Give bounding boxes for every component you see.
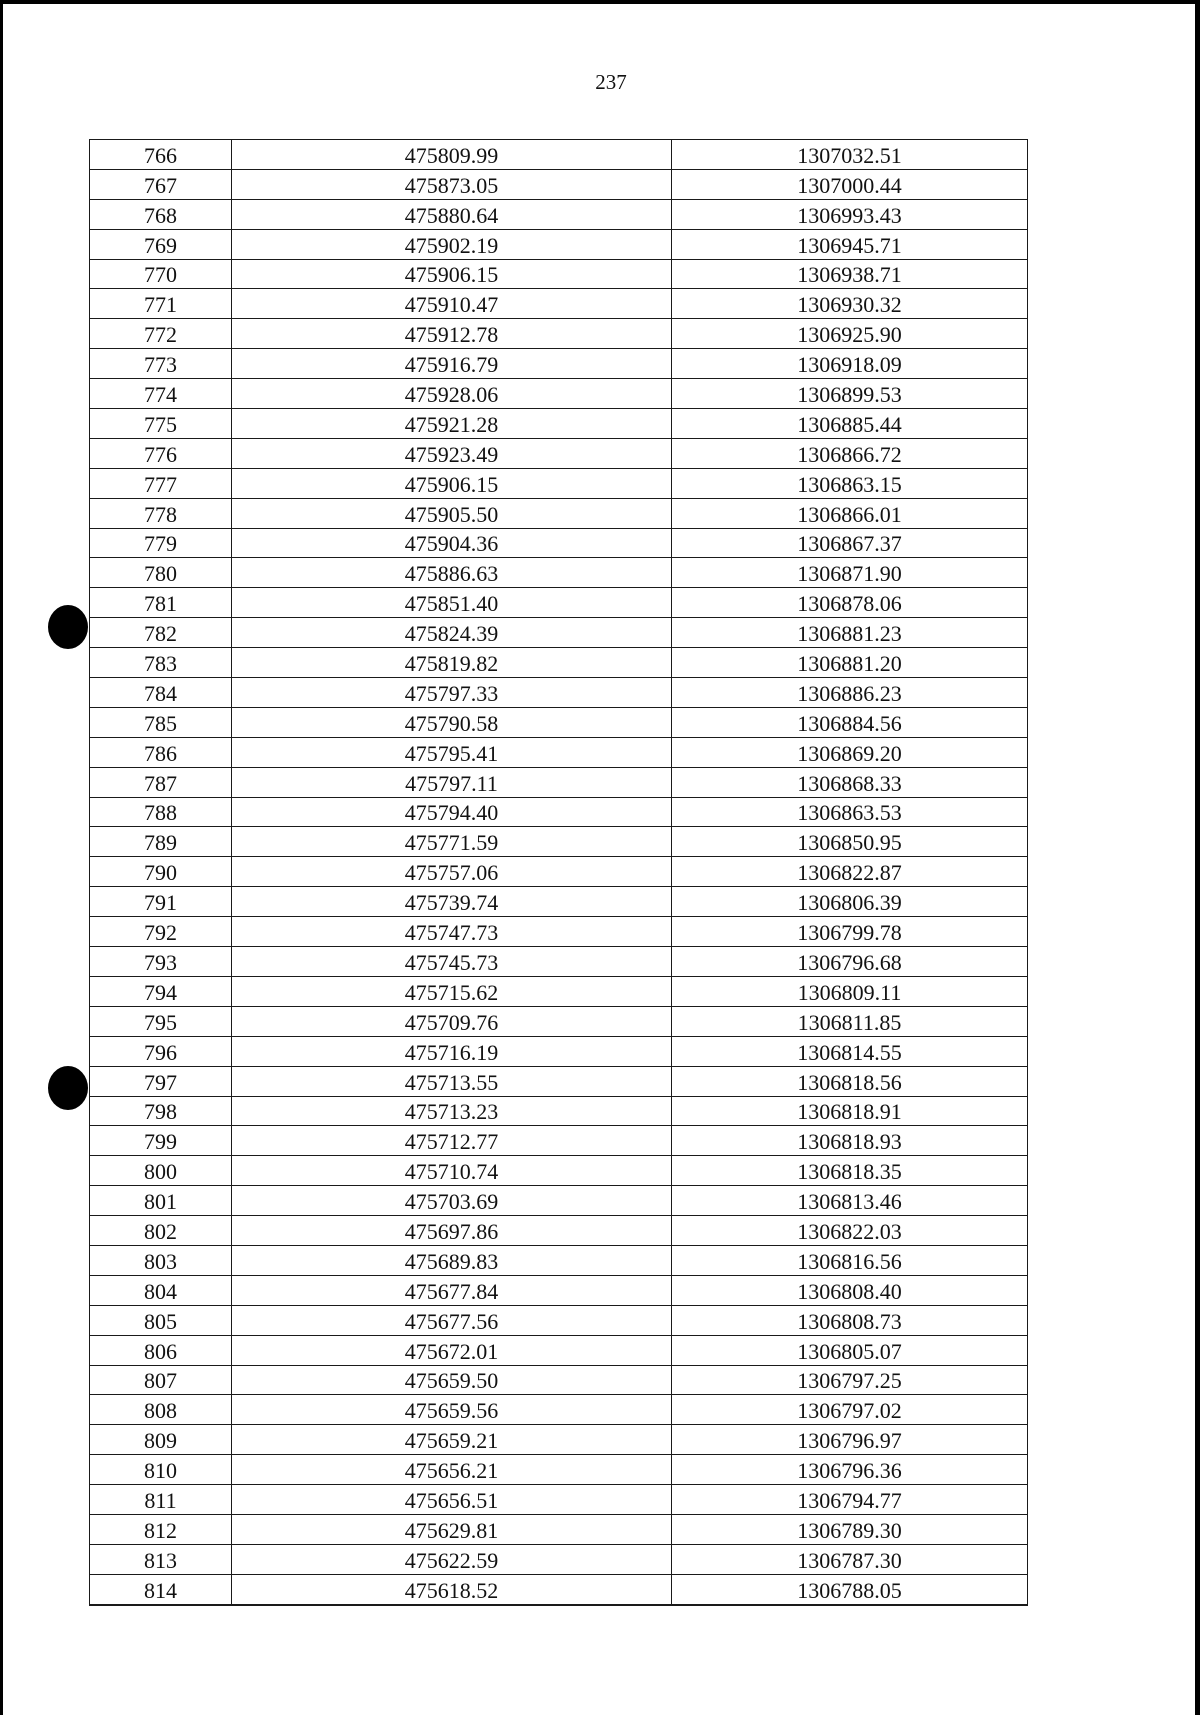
- y-coordinate-cell: 1306918.09: [672, 349, 1028, 379]
- y-coordinate-cell: 1306808.40: [672, 1275, 1028, 1305]
- x-coordinate-cell: 475904.36: [232, 528, 672, 558]
- x-coordinate-cell: 475886.63: [232, 558, 672, 588]
- y-coordinate-cell: 1306799.78: [672, 917, 1028, 947]
- y-coordinate-cell: 1306818.56: [672, 1066, 1028, 1096]
- table-row: [90, 1126, 1028, 1156]
- page-number: 237: [595, 70, 627, 94]
- x-coordinate-cell: 475656.51: [232, 1485, 672, 1515]
- point-number-cell: 790: [90, 857, 232, 887]
- table-row: [90, 259, 1028, 289]
- table-row: [90, 498, 1028, 528]
- table-row: [90, 1275, 1028, 1305]
- point-number-cell: 772: [90, 319, 232, 349]
- table-row: [90, 528, 1028, 558]
- y-coordinate-cell: 1306878.06: [672, 588, 1028, 618]
- table-row: [90, 618, 1028, 648]
- table-row: [90, 947, 1028, 977]
- table-row: [90, 558, 1028, 588]
- x-coordinate-cell: 475873.05: [232, 169, 672, 199]
- table-row: [90, 1425, 1028, 1455]
- point-number-cell: 807: [90, 1365, 232, 1395]
- punch-hole-bottom: [48, 1066, 88, 1110]
- y-coordinate-cell: 1306930.32: [672, 289, 1028, 319]
- y-coordinate-cell: 1306868.33: [672, 767, 1028, 797]
- x-coordinate-cell: 475790.58: [232, 707, 672, 737]
- x-coordinate-cell: 475659.50: [232, 1365, 672, 1395]
- table-row: [90, 1395, 1028, 1425]
- coordinates-table-body: [90, 140, 1028, 1605]
- x-coordinate-cell: 475928.06: [232, 379, 672, 409]
- point-number-cell: 780: [90, 558, 232, 588]
- point-number-cell: 814: [90, 1574, 232, 1604]
- x-coordinate-cell: 475656.21: [232, 1455, 672, 1485]
- point-number-cell: 791: [90, 887, 232, 917]
- point-number-cell: 797: [90, 1066, 232, 1096]
- x-coordinate-cell: 475797.11: [232, 767, 672, 797]
- x-coordinate-cell: 475905.50: [232, 498, 672, 528]
- table-row: [90, 1305, 1028, 1335]
- y-coordinate-cell: 1306818.93: [672, 1126, 1028, 1156]
- x-coordinate-cell: 475618.52: [232, 1574, 672, 1604]
- y-coordinate-cell: 1306886.23: [672, 678, 1028, 708]
- point-number-cell: 782: [90, 618, 232, 648]
- y-coordinate-cell: 1306818.35: [672, 1156, 1028, 1186]
- point-number-cell: 785: [90, 707, 232, 737]
- y-coordinate-cell: 1306794.77: [672, 1485, 1028, 1515]
- point-number-cell: 776: [90, 438, 232, 468]
- y-coordinate-cell: 1306863.15: [672, 468, 1028, 498]
- x-coordinate-cell: 475851.40: [232, 588, 672, 618]
- x-coordinate-cell: 475672.01: [232, 1335, 672, 1365]
- x-coordinate-cell: 475689.83: [232, 1245, 672, 1275]
- point-number-cell: 771: [90, 289, 232, 319]
- y-coordinate-cell: 1306945.71: [672, 229, 1028, 259]
- point-number-cell: 801: [90, 1186, 232, 1216]
- table-row: [90, 409, 1028, 439]
- x-coordinate-cell: 475739.74: [232, 887, 672, 917]
- x-coordinate-cell: 475880.64: [232, 199, 672, 229]
- x-coordinate-cell: 475921.28: [232, 409, 672, 439]
- x-coordinate-cell: 475902.19: [232, 229, 672, 259]
- table-row: [90, 169, 1028, 199]
- y-coordinate-cell: 1306809.11: [672, 976, 1028, 1006]
- x-coordinate-cell: 475629.81: [232, 1514, 672, 1544]
- y-coordinate-cell: 1306789.30: [672, 1514, 1028, 1544]
- point-number-cell: 802: [90, 1216, 232, 1246]
- table-row: [90, 1036, 1028, 1066]
- point-number-cell: 781: [90, 588, 232, 618]
- y-coordinate-cell: 1306806.39: [672, 887, 1028, 917]
- x-coordinate-cell: 475713.23: [232, 1096, 672, 1126]
- table-row: [90, 1455, 1028, 1485]
- x-coordinate-cell: 475824.39: [232, 618, 672, 648]
- y-coordinate-cell: 1306885.44: [672, 409, 1028, 439]
- point-number-cell: 789: [90, 827, 232, 857]
- x-coordinate-cell: 475912.78: [232, 319, 672, 349]
- table-row: [90, 199, 1028, 229]
- point-number-cell: 805: [90, 1305, 232, 1335]
- table-row: [90, 289, 1028, 319]
- table-row: [90, 797, 1028, 827]
- point-number-cell: 795: [90, 1006, 232, 1036]
- table-row: [90, 707, 1028, 737]
- point-number-cell: 798: [90, 1096, 232, 1126]
- y-coordinate-cell: 1306797.25: [672, 1365, 1028, 1395]
- y-coordinate-cell: 1306869.20: [672, 737, 1028, 767]
- table-row: [90, 678, 1028, 708]
- x-coordinate-cell: 475713.55: [232, 1066, 672, 1096]
- point-number-cell: 775: [90, 409, 232, 439]
- x-coordinate-cell: 475910.47: [232, 289, 672, 319]
- table-row: [90, 1066, 1028, 1096]
- x-coordinate-cell: 475716.19: [232, 1036, 672, 1066]
- table-row: [90, 438, 1028, 468]
- x-coordinate-cell: 475794.40: [232, 797, 672, 827]
- y-coordinate-cell: 1306796.68: [672, 947, 1028, 977]
- y-coordinate-cell: 1306808.73: [672, 1305, 1028, 1335]
- y-coordinate-cell: 1306881.23: [672, 618, 1028, 648]
- table-row: [90, 976, 1028, 1006]
- table-row: [90, 857, 1028, 887]
- table-row: [90, 1544, 1028, 1574]
- point-number-cell: 810: [90, 1455, 232, 1485]
- punch-hole-top: [48, 605, 88, 649]
- y-coordinate-cell: 1306797.02: [672, 1395, 1028, 1425]
- scan-border-left: [0, 0, 3, 1715]
- point-number-cell: 794: [90, 976, 232, 1006]
- point-number-cell: 812: [90, 1514, 232, 1544]
- point-number-cell: 813: [90, 1544, 232, 1574]
- point-number-cell: 803: [90, 1245, 232, 1275]
- x-coordinate-cell: 475709.76: [232, 1006, 672, 1036]
- table-row: [90, 917, 1028, 947]
- x-coordinate-cell: 475819.82: [232, 648, 672, 678]
- y-coordinate-cell: 1306850.95: [672, 827, 1028, 857]
- y-coordinate-cell: 1306787.30: [672, 1544, 1028, 1574]
- x-coordinate-cell: 475906.15: [232, 259, 672, 289]
- table-row: [90, 1245, 1028, 1275]
- point-number-cell: 773: [90, 349, 232, 379]
- point-number-cell: 768: [90, 199, 232, 229]
- point-number-cell: 767: [90, 169, 232, 199]
- y-coordinate-cell: 1306814.55: [672, 1036, 1028, 1066]
- x-coordinate-cell: 475703.69: [232, 1186, 672, 1216]
- x-coordinate-cell: 475797.33: [232, 678, 672, 708]
- point-number-cell: 783: [90, 648, 232, 678]
- table-row: [90, 827, 1028, 857]
- point-number-cell: 787: [90, 767, 232, 797]
- point-number-cell: 769: [90, 229, 232, 259]
- x-coordinate-cell: 475916.79: [232, 349, 672, 379]
- y-coordinate-cell: 1306925.90: [672, 319, 1028, 349]
- scan-border-top: [0, 0, 1200, 4]
- table-row: [90, 1006, 1028, 1036]
- point-number-cell: 779: [90, 528, 232, 558]
- y-coordinate-cell: 1306811.85: [672, 1006, 1028, 1036]
- y-coordinate-cell: 1306796.97: [672, 1425, 1028, 1455]
- point-number-cell: 799: [90, 1126, 232, 1156]
- x-coordinate-cell: 475745.73: [232, 947, 672, 977]
- y-coordinate-cell: 1307032.51: [672, 140, 1028, 170]
- table-row: [90, 1335, 1028, 1365]
- table-row: [90, 319, 1028, 349]
- y-coordinate-cell: 1306805.07: [672, 1335, 1028, 1365]
- point-number-cell: 793: [90, 947, 232, 977]
- y-coordinate-cell: 1306866.01: [672, 498, 1028, 528]
- y-coordinate-cell: 1306796.36: [672, 1455, 1028, 1485]
- x-coordinate-cell: 475697.86: [232, 1216, 672, 1246]
- table-row: [90, 648, 1028, 678]
- table-row: [90, 1485, 1028, 1515]
- table-row: [90, 379, 1028, 409]
- y-coordinate-cell: 1306867.37: [672, 528, 1028, 558]
- point-number-cell: 808: [90, 1395, 232, 1425]
- y-coordinate-cell: 1306993.43: [672, 199, 1028, 229]
- point-number-cell: 766: [90, 140, 232, 170]
- point-number-cell: 784: [90, 678, 232, 708]
- y-coordinate-cell: 1306871.90: [672, 558, 1028, 588]
- y-coordinate-cell: 1306863.53: [672, 797, 1028, 827]
- table-row: [90, 349, 1028, 379]
- x-coordinate-cell: 475659.56: [232, 1395, 672, 1425]
- table-row: [90, 140, 1028, 170]
- table-row: [90, 468, 1028, 498]
- x-coordinate-cell: 475747.73: [232, 917, 672, 947]
- point-number-cell: 806: [90, 1335, 232, 1365]
- table-row: [90, 1365, 1028, 1395]
- table-row: [90, 1156, 1028, 1186]
- point-number-cell: 800: [90, 1156, 232, 1186]
- x-coordinate-cell: 475795.41: [232, 737, 672, 767]
- point-number-cell: 811: [90, 1485, 232, 1515]
- x-coordinate-cell: 475906.15: [232, 468, 672, 498]
- table-row: [90, 229, 1028, 259]
- table-row: [90, 1574, 1028, 1604]
- x-coordinate-cell: 475809.99: [232, 140, 672, 170]
- y-coordinate-cell: 1307000.44: [672, 169, 1028, 199]
- point-number-cell: 778: [90, 498, 232, 528]
- point-number-cell: 792: [90, 917, 232, 947]
- point-number-cell: 796: [90, 1036, 232, 1066]
- table-row: [90, 1096, 1028, 1126]
- table-row: [90, 887, 1028, 917]
- y-coordinate-cell: 1306813.46: [672, 1186, 1028, 1216]
- y-coordinate-cell: 1306899.53: [672, 379, 1028, 409]
- coordinates-table: [89, 139, 1028, 1606]
- point-number-cell: 770: [90, 259, 232, 289]
- table-row: [90, 588, 1028, 618]
- x-coordinate-cell: 475677.56: [232, 1305, 672, 1335]
- table-row: [90, 767, 1028, 797]
- y-coordinate-cell: 1306938.71: [672, 259, 1028, 289]
- x-coordinate-cell: 475712.77: [232, 1126, 672, 1156]
- scan-border-right: [1195, 0, 1200, 1715]
- x-coordinate-cell: 475710.74: [232, 1156, 672, 1186]
- table-row: [90, 1216, 1028, 1246]
- x-coordinate-cell: 475659.21: [232, 1425, 672, 1455]
- point-number-cell: 786: [90, 737, 232, 767]
- point-number-cell: 774: [90, 379, 232, 409]
- y-coordinate-cell: 1306816.56: [672, 1245, 1028, 1275]
- point-number-cell: 788: [90, 797, 232, 827]
- x-coordinate-cell: 475622.59: [232, 1544, 672, 1574]
- x-coordinate-cell: 475923.49: [232, 438, 672, 468]
- x-coordinate-cell: 475771.59: [232, 827, 672, 857]
- y-coordinate-cell: 1306818.91: [672, 1096, 1028, 1126]
- y-coordinate-cell: 1306822.03: [672, 1216, 1028, 1246]
- y-coordinate-cell: 1306884.56: [672, 707, 1028, 737]
- x-coordinate-cell: 475677.84: [232, 1275, 672, 1305]
- y-coordinate-cell: 1306881.20: [672, 648, 1028, 678]
- point-number-cell: 809: [90, 1425, 232, 1455]
- y-coordinate-cell: 1306866.72: [672, 438, 1028, 468]
- point-number-cell: 777: [90, 468, 232, 498]
- y-coordinate-cell: 1306822.87: [672, 857, 1028, 887]
- point-number-cell: 804: [90, 1275, 232, 1305]
- table-row: [90, 1514, 1028, 1544]
- x-coordinate-cell: 475757.06: [232, 857, 672, 887]
- table-row: [90, 1186, 1028, 1216]
- y-coordinate-cell: 1306788.05: [672, 1574, 1028, 1604]
- x-coordinate-cell: 475715.62: [232, 976, 672, 1006]
- table-row: [90, 737, 1028, 767]
